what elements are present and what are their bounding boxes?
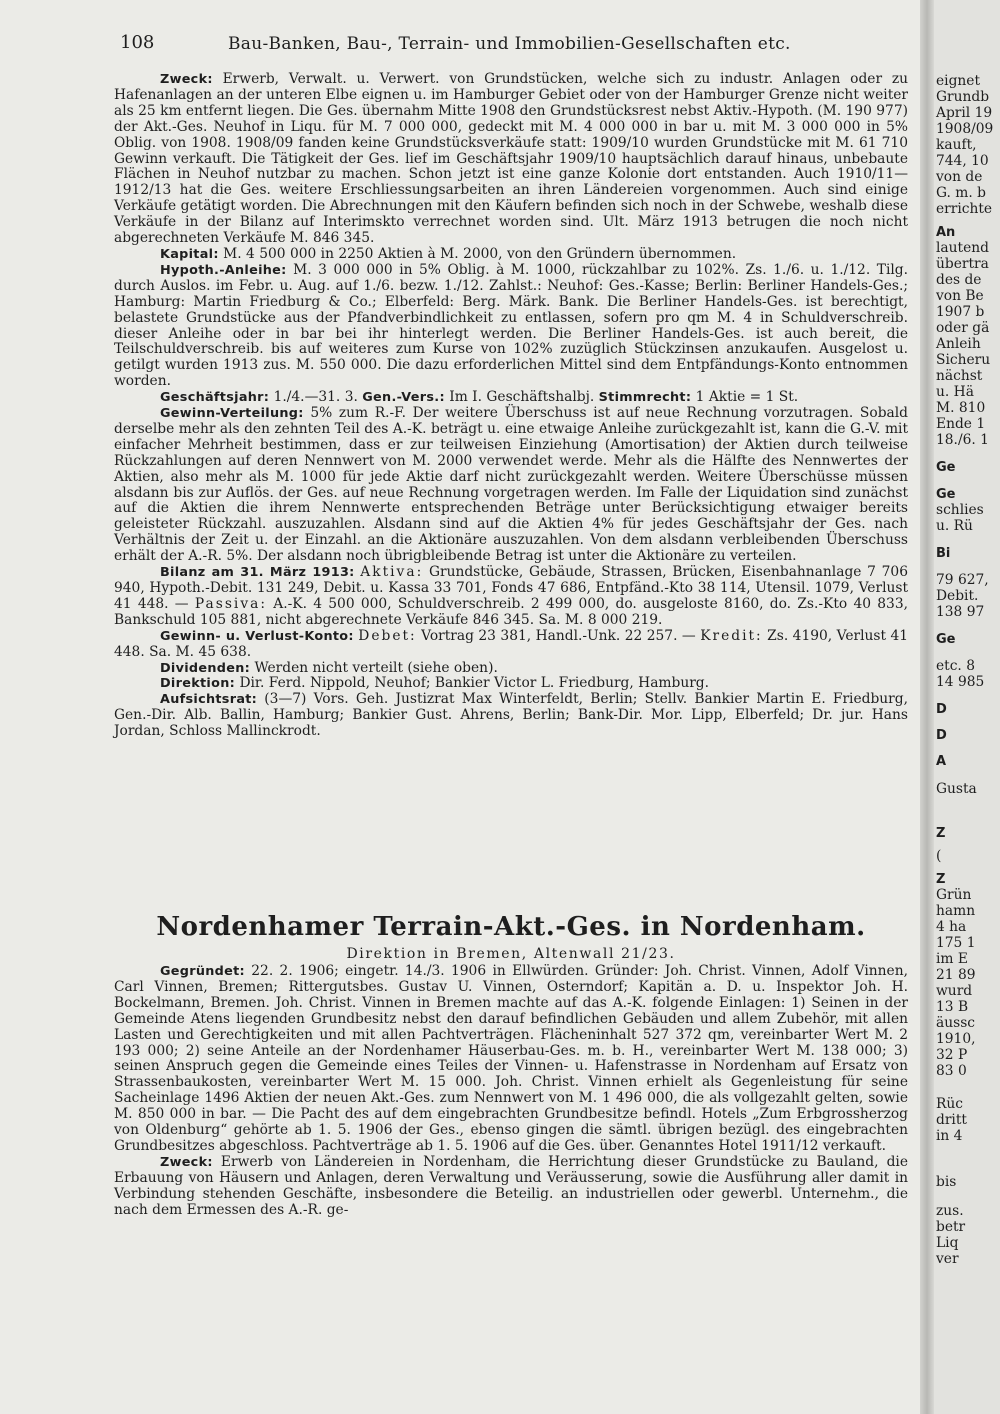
company-title: Nordenhamer Terrain-Akt.-Ges. in Nordenham.: [156, 912, 866, 942]
text-zweck: Erwerb, Verwalt. u. Verwert. von Grundstücken, welche sich zu industr. Anlagen oder zu Hafenanlagen an der unteren Elbe eignen u. im Hamburger Gebiet oder von der Hamburger Grenze nicht weiter als 25 km entfernt liegen. Die Ges. übernahm Mitte 1908 den Grundstücksrest nebst Aktiv.-Hypoth. (M. 190 977) der Akt.-Ges. Neuhof in Liqu. für M. 7 000 000, gedeckt mit M. 4 000 000 in bar u. mit M. 3 000 000 in 5% Oblig. von 1908. 1908/09 fanden keine Grundstücksverkäufe statt: 1909/10 wurden Grundstücke mit M. 61 710 Gewinn verkauft. Die Tätigkeit der Ges. lief im Geschäftsjahr 1909/10 hauptsächlich darauf hinaus, unbebaute Flächen in Neuhof nutzbar zu machen. Schon jetzt ist eine ganze Kolonie dort entstanden. Auch 1910/11—1912/13 hat die Ges. weitere Erschliessungsarbeiten an ihren Ländereien vorgenommen. Auch sind einige Verkäufe getätigt worden. Die Abrechnungen mit den Käufern befinden sich noch in der Schwebe, weshalb diese Verkäufe in der Bilanz auf Interimskto verrechnet worden sind. Ult. März 1913 betrugen die noch nicht abgerechneten Verkäufe M. 846 345.: [114, 71, 908, 247]
right-page-line-fragment: ver: [936, 1251, 959, 1267]
page-number: 108: [120, 32, 155, 53]
text-kapital: M. 4 500 000 in 2250 Aktien à M. 2000, von den Gründern übernommen.: [223, 245, 737, 262]
right-page-line-fragment: D: [936, 728, 947, 743]
right-page-line-fragment: A: [936, 754, 947, 769]
right-page-line-fragment: dritt: [936, 1112, 967, 1128]
right-page-line-fragment: hamn: [936, 903, 976, 919]
text-kredit: Zs. 4190, Verlust 41 448. Sa. M. 45 638.: [114, 627, 909, 660]
right-page-line-fragment: etc. 8: [936, 658, 975, 674]
right-page-line-fragment: 1908/09: [936, 121, 994, 137]
right-page-line-fragment: Z: [936, 826, 946, 841]
right-page-line-fragment: 13 B: [936, 999, 969, 1015]
right-page-line-fragment: 4 ha: [936, 919, 967, 935]
text-gen-vers: Im I. Geschäftshalbj.: [449, 389, 595, 406]
right-page-line-fragment: 32 P: [936, 1047, 968, 1063]
right-page-line-fragment: übertra: [936, 256, 989, 272]
right-page-line-fragment: 1910,: [936, 1031, 976, 1047]
paragraph-gegruendet: [114, 964, 908, 1155]
right-page-line-fragment: Debit.: [936, 588, 979, 604]
right-page-line-fragment: Ge: [936, 487, 956, 502]
label-hypoth: Hypoth.-Anleihe:: [160, 262, 287, 278]
label-dividenden: Dividenden:: [160, 660, 251, 676]
right-page-line-fragment: zus.: [936, 1203, 964, 1219]
book-gutter: [920, 0, 934, 1414]
right-page-line-fragment: Z: [936, 872, 946, 887]
text-gegruendet: 22. 2. 1906; eingetr. 14./3. 1906 in Ellwürden. Gründer: Joh. Christ. Vinnen, Adolf Vinnen, Carl Vinnen, Bremen; Rittergutsbes. Gustav U. Vinnen, Osterndorf; Kapitän a. D. u. Inspektor Joh. H. Bockelmann, Bremen. Joh. Christ. Vinnen in Bremen machte auf das A.-K. folgende Einlagen: 1) Seinen in der Gemeinde Atens liegenden Grundbesitz nebst den darauf befindlichen Gebäuden und allem Zubehör, mit allen Lasten und Gerechtigkeiten und mit allen Pachtverträgen. Flächeninhalt 527 372 qm, vereinbarter Wert M. 2 193 000; 2) seine Anteile an der Nordenhamer Häuserbau-Ges. m. b. H., vereinbarter Wert M. 138 000; 3) seinen Anspruch gegen die Gemeinde eines Teiles der Vinnen- u. Hafenstrasse in Nordenham auf Ersatz von Strassenbaukosten, vereinbarter Wert M. 15 000. Joh. Christ. Vinnen erhielt als Gegenleistung für seine Sacheinlage 1496 Aktien der neuen Akt.-Ges. zum Nennwert von M. 1 496 000, die als vollgezahlt gelten, sowie M. 850 000 in bar. — Die Pacht des auf dem eingebrachten Grundbesitze befindl. Hotels „Zum Erbgrossherzog von Oldenburg“ gehörte ab 1. 5. 1906 der Ges., ebenso gingen die sämtl. übrigen bezügl. des eingebrachten Grundbesitzes abgeschloss. Pachtverträge ab 1. 5. 1906 auf die Ges. über. Genanntes Hotel 1911/12 verkauft.: [114, 963, 908, 1154]
label-gewinn-verteilung: Gewinn-Verteilung:: [160, 406, 304, 422]
paragraph-zweck: [114, 72, 908, 247]
label-gewinn-verlust: Gewinn- u. Verlust-Konto:: [160, 628, 354, 644]
label-debet: Debet:: [358, 627, 417, 644]
text-dividenden: Werden nicht verteilt (siehe oben).: [254, 659, 498, 676]
paragraph-aufsichtsrat: [114, 692, 908, 740]
text-hypoth: M. 3 000 000 in 5% Oblig. à M. 1000, rückzahlbar zu 102%. Zs. 1./6. u. 1./12. Tilg. durch Auslos. im Febr. u. Aug. auf 1./6. bezw. 1./12. Zahlst.: Neuhof: Ges.-Kasse; Berlin: Berliner Handels-Ges.; Hamburg: Martin Friedburg & Co.; Elberfeld: Berg. Märk. Bank. Die Berliner Handels-Ges. ist berechtigt, belastete Grundstücke aus der Pfandverbindlichkeit zu entlassen, sofern pro qm M. 4 in Schuldverschreib. dieser Anleihe oder in bar bei ihr hinterlegt werden. Die Berliner Handels-Ges. ist auch bereit, die Teilschuldverschreib. bis auf weiteres zum Kurse von 102% zuzüglich Stückzinsen anzukaufen. Ausgelost u. getilgt wurden 1913 zus. M. 550 000. Die dazu erforderlichen Mittel sind dem Entpfändungs-Konto entnommen worden.: [114, 261, 908, 390]
right-page-line-fragment: 14 985: [936, 674, 985, 690]
text-debet: Vortrag 23 381, Handl.-Unk. 22 257. —: [421, 627, 696, 644]
right-page-line-fragment: Grün: [936, 887, 972, 903]
text-aktiva: Grundstücke, Gebäude, Strassen, Brücken, Eisenbahnanlage 7 706 940, Hypoth.-Debit. 131 249, Debit. u. Kassa 33 701, Fonds 47 686, Entpfänd.-Kto 38 114, Utensil. 1079, Verlust 41 448. —: [114, 564, 908, 612]
right-page-line-fragment: Sicheru: [936, 352, 991, 368]
right-page-line-fragment: Ge: [936, 632, 956, 647]
right-page-line-fragment: lautend: [936, 240, 989, 256]
right-page-line-fragment: u. Rü: [936, 518, 973, 534]
right-page-line-fragment: An: [936, 225, 956, 240]
label-passiva: Passiva:: [194, 595, 267, 612]
right-page-line-fragment: kauft,: [936, 137, 977, 153]
company-entry-continued: [114, 72, 908, 740]
label-kredit: Kredit:: [700, 627, 763, 644]
label-direktion: Direktion:: [160, 676, 236, 692]
right-page-line-fragment: nächst: [936, 368, 983, 384]
running-head: Bau-Banken, Bau-, Terrain- und Immobilien-Gesellschaften etc.: [228, 34, 791, 54]
right-page-line-fragment: Anleih: [936, 336, 981, 352]
right-page-line-fragment: äussc: [936, 1015, 975, 1031]
page-header: [115, 30, 835, 56]
company-entry-nordenham: [114, 964, 908, 1219]
right-page-line-fragment: von Be: [936, 288, 984, 304]
right-page-line-fragment: u. Hä: [936, 384, 974, 400]
text-zweck-nordenham: Erwerb von Ländereien in Nordenham, die Herrichtung dieser Grundstücke zu Bauland, die Erbauung von Häusern und Anlagen, deren Verwaltung und Veräusserung, sowie die Ausführung aller damit in Verbindung stehenden Geschäfte, insbesondere die Beteilig. an industriellen oder gewerbl. Unternehm., die nach dem Ermessen des A.-R. ge-: [114, 1153, 908, 1218]
right-page-line-fragment: in 4: [936, 1128, 963, 1144]
right-page-line-fragment: Gusta: [936, 781, 977, 797]
right-page-line-fragment: Grundb: [936, 89, 990, 105]
paragraph-zweck-nordenham: [114, 1155, 908, 1219]
right-page-line-fragment: 175 1: [936, 935, 976, 951]
label-bilanz: Bilanz am 31. März 1913:: [160, 565, 355, 581]
paragraph-geschaeftsjahr: [114, 390, 908, 406]
right-page-line-fragment: von de: [936, 169, 983, 185]
right-page-line-fragment: 138 97: [936, 604, 985, 620]
right-page-line-fragment: Rüc: [936, 1096, 964, 1112]
label-aktiva: Aktiva:: [360, 564, 424, 581]
paragraph-direktion: [114, 676, 908, 692]
right-page-line-fragment: bis: [936, 1174, 957, 1190]
label-gen-vers: Gen.-Vers.:: [362, 390, 445, 406]
right-page-line-fragment: wurd: [936, 983, 973, 999]
right-page-line-fragment: schlies: [936, 502, 984, 518]
right-page-line-fragment: 18./6. 1: [936, 432, 989, 448]
right-page-line-fragment: (: [936, 848, 942, 864]
label-kapital: Kapital:: [160, 246, 219, 262]
paragraph-bilanz: [114, 565, 908, 629]
right-page-line-fragment: Ende 1: [936, 416, 986, 432]
text-gewinn-verteilung: 5% zum R.-F. Der weitere Überschuss ist auf neue Rechnung vorzutragen. Sobald derselbe mehr als den zehnten Teil des A.-K. beträgt u. eine etwaige Anleihe zurückgezahlt ist, kann die G.-V. mit einfacher Mehrheit bestimmen, dass er zur teilweisen Einziehung (Amortisation) der Aktien durch teilweise Rückzahlungen auf deren Nennwert von M. 2000 verwendet werde. Mehr als die Hälfte des Nennwertes der Aktien, also mehr als M. 1000 für jede Aktie darf nicht zurückgezahlt werden. Weitere Überschüsse müssen alsdann bis zur Auflös. der Ges. auf neue Rechnung vorgetragen werden. Im Falle der Liquidation sind zunächst auf die Aktien die ihrem Nennwerte entsprechenden Beträge unter Berücksichtigung etwaiger bereits geleisteter Rückzahl. auszuzahlen. Alsdann sind auf die Aktien 4% für jedes Geschäftsjahr der Ges. nach Verhältnis der Zeit u. der Einzahl. an die Aktionäre auszuzahlen. Von dem alsdann verbleibenden Überschuss erhält der A.-R. 5%. Der alsdann noch übrigbleibende Betrag ist unter die Aktionäre zu verteilen.: [114, 405, 908, 565]
label-geschaeftsjahr: Geschäftsjahr:: [160, 390, 270, 406]
text-aufsichtsrat: (3—7) Vors. Geh. Justizrat Max Winterfeldt, Berlin; Stellv. Bankier Martin E. Friedburg, Gen.-Dir. Alb. Ballin, Hamburg; Bankier Gust. Ahrens, Berlin; Bank-Dir. Mor. Lipp, Elberfeld; Dr. jur. Hans Jordan, Schloss Mallinckrodt.: [114, 691, 908, 740]
right-page-line-fragment: G. m. b: [936, 185, 986, 201]
right-page-line-fragment: 1907 b: [936, 304, 985, 320]
right-page-line-fragment: M. 810: [936, 400, 986, 416]
text-stimmrecht: 1 Aktie = 1 St.: [695, 389, 799, 406]
text-direktion: Dir. Ferd. Nippold, Neuhof; Bankier Victor L. Friedburg, Hamburg.: [239, 675, 710, 692]
right-page-line-fragment: des de: [936, 272, 982, 288]
right-page-line-fragment: 83 0: [936, 1063, 967, 1079]
right-page-line-fragment: oder gä: [936, 320, 990, 336]
right-page-line-fragment: D: [936, 702, 947, 717]
right-page-line-fragment: April 19: [936, 105, 993, 121]
label-aufsichtsrat: Aufsichtsrat:: [160, 692, 258, 708]
right-page-line-fragment: Liq: [936, 1235, 959, 1251]
right-page-line-fragment: Bi: [936, 546, 951, 561]
paragraph-dividenden: [114, 661, 908, 677]
paragraph-gewinn-verlust: [114, 629, 908, 661]
right-page-edge: [934, 0, 1000, 1414]
right-page-line-fragment: errichte: [936, 201, 993, 217]
label-zweck-nordenham: Zweck:: [160, 1154, 213, 1170]
right-page-line-fragment: 79 627,: [936, 572, 989, 588]
right-page-line-fragment: 744, 10: [936, 153, 989, 169]
paragraph-hypoth: [114, 263, 908, 390]
text-passiva: A.-K. 4 500 000, Schuldverschreib. 2 499 000, do. ausgeloste 8160, do. Zs.-Kto 40 833, Bankschuld 105 881, nicht abgerechnete Verkäufe 846 345. Sa. M. 8 000 219.: [114, 595, 908, 628]
right-page-line-fragment: 21 89: [936, 967, 976, 983]
label-zweck: Zweck:: [160, 72, 213, 87]
label-stimmrecht: Stimmrecht:: [598, 390, 692, 406]
right-page-line-fragment: eignet: [936, 73, 981, 89]
company-address: Direktion in Bremen, Altenwall 21/23.: [346, 946, 676, 962]
label-gegruendet: Gegründet:: [160, 964, 245, 979]
right-page-line-fragment: Ge: [936, 460, 956, 475]
paragraph-kapital: [114, 247, 908, 263]
text-geschaeftsjahr: 1./4.—31. 3.: [273, 389, 358, 406]
paragraph-gewinn-verteilung: [114, 406, 908, 565]
right-page-line-fragment: im E: [936, 951, 968, 967]
right-page-line-fragment: betr: [936, 1219, 966, 1235]
